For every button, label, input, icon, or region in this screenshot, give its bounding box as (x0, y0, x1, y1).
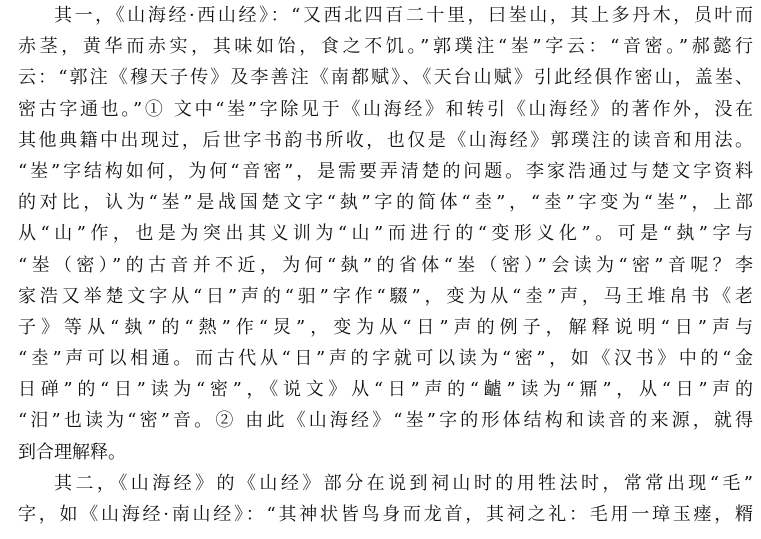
text-line: 其一，《山海经·西山经》：“又西北四百二十里，曰峚山，其上多丹木，员叶而 (54, 5, 753, 26)
paragraph-1 (18, 0, 753, 468)
text-line: 密古字通也。”① 文中“峚”字除见于《山海经》和转引《山海经》的著作外，没在 (18, 98, 753, 120)
text-line: 的对比，认为“峚”是战国楚文字“埶”字的简体“坴”，“坴”字变为“峚”，上部 (18, 192, 753, 214)
text-line: “坴”声可以相通。而古代从“日”声的字就可以读为“密”，如《汉书》中的“金 (18, 348, 753, 370)
text-line: “峚”字结构如何，为何“音密”，是需要弄清楚的问题。李家浩通过与楚文字资料 (18, 160, 753, 182)
text-line: 到合理解释。 (18, 441, 126, 463)
text-line: “汨”也读为“密”音。② 由此《山海经》“峚”字的形体结构和读音的来源，就得 (18, 410, 753, 432)
text-line: 日䃅”的“日”读为“密”，《说文》从“日”声的“䶥”读为“鼏”，从“日”声的 (18, 379, 753, 401)
body-text (18, 0, 753, 530)
text-line: 其二，《山海经》的《山经》部分在说到祠山时的用牲法时，常常出现“毛” (54, 472, 753, 494)
text-line: 子》等从“埶”的“熱”作“炅”，变为从“日”声的例子，解释说明“日”声与 (18, 316, 753, 338)
text-line: 字，如《山海经·南山经》：“其神状皆鸟身而龙首，其祠之礼：毛用一璋玉瘗，糈 (18, 504, 753, 525)
text-line: 赤茎，黄华而赤实，其味如饴，食之不饥。”郭璞注“峚”字云：“音密。”郝懿行 (18, 36, 753, 58)
text-line: 其他典籍中出现过，后世字书韵书所收，也仅是《山海经》郭璞注的读音和用法。 (18, 129, 753, 151)
text-line: 云：“郭注《穆天子传》及李善注《南都赋》、《天台山赋》引此经俱作密山，盖峚、 (18, 67, 753, 89)
text-line: “峚（密）”的古音并不近，为何“埶”的省体“峚（密）”会读为“密”音呢？李 (18, 254, 753, 276)
paragraph-2 (18, 468, 753, 530)
text-line: 家浩又举楚文字从“日”声的“驲”字作“䮕”，变为从“坴”声，马王堆帛书《老 (18, 285, 753, 307)
text-line: 从“山”作，也是为突出其义训为“山”而进行的“变形义化”。可是“埶”字与 (18, 223, 753, 245)
